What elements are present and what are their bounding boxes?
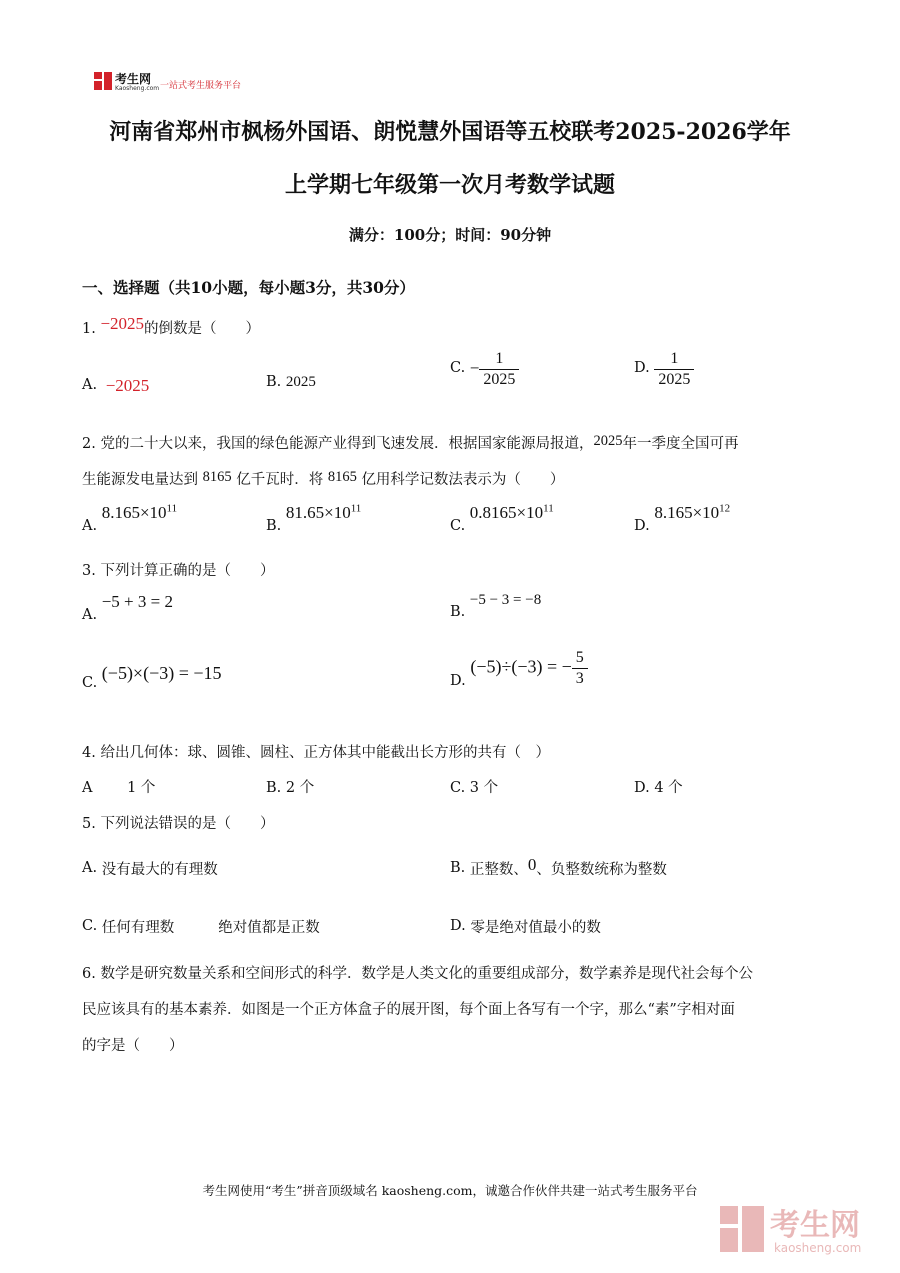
question-3: [82, 559, 274, 580]
option-value: 没有最大的有理数: [101, 862, 218, 878]
option-label: C.: [82, 675, 98, 691]
option-value: [102, 503, 177, 522]
option-value: (−5)÷(−3) = −: [470, 656, 572, 677]
option-value: −5 + 3 = 2: [101, 592, 173, 611]
option-value: (−5)×(−3) = −15: [101, 663, 222, 683]
base: 8.165×10: [654, 502, 720, 522]
option-label: D.: [450, 918, 466, 934]
minus-sign: −: [469, 358, 480, 378]
option-b: [266, 502, 362, 534]
section-heading: 一、选择题（共10小题，每小题3分，共30分）: [82, 278, 415, 297]
base: 81.65×10: [285, 502, 351, 522]
exam-title-line1: 河南省郑州市枫杨外国语、朗悦慧外国语等五校联考2025-2026学年: [109, 119, 791, 145]
option-value: 3 个: [469, 780, 499, 796]
option-a: [82, 502, 178, 534]
denominator: 2025: [479, 369, 519, 390]
option-value: [286, 503, 361, 522]
option-label: A: [82, 780, 93, 796]
option-b: [450, 592, 542, 620]
question-text: 的倒数是（ ）: [144, 321, 261, 337]
question-2-line1: [82, 432, 738, 453]
footer-text: 考生网使用“考生”拼音顶级域名 kaosheng.com，诚邀合作伙伴共建一站式考生服务平台: [202, 1183, 698, 1198]
option-label: B.: [450, 860, 466, 876]
option-c: [450, 349, 519, 390]
numerator: 5: [575, 649, 584, 666]
option-label: A.: [82, 517, 98, 534]
watermark-url: kaosheng.com: [774, 1241, 862, 1255]
option-d: [634, 349, 694, 390]
question-text: 下列计算正确的是（ ）: [100, 563, 275, 579]
option-value: 任何有理数: [101, 920, 175, 936]
option-label: C.: [450, 517, 466, 534]
option-a: [82, 776, 155, 797]
option-value: −2025: [105, 376, 150, 395]
watermark-logo-icon: [720, 1206, 764, 1252]
option-label: B.: [266, 517, 282, 534]
option-c: [450, 776, 498, 797]
fraction: [479, 349, 519, 390]
option-d: [450, 648, 588, 689]
option-label: C.: [450, 359, 466, 376]
option-value: 、负整数统称为整数: [536, 862, 667, 878]
question-text: 给出几何体：球、圆锥、圆柱、正方体其中能截出长方形的共有（ ）: [100, 745, 550, 761]
question-6-line3: 的字是（ ）: [82, 1038, 184, 1054]
watermark-text: 考生网: [770, 1208, 860, 1243]
option-a: [82, 592, 173, 623]
option-label: D.: [450, 672, 466, 689]
question-6-line2: 民应该具有的基本素养．如图是一个正方体盒子的展开图，每个面上各写有一个字，那么“素”字相对面: [82, 1002, 735, 1018]
option-label: D.: [634, 517, 650, 534]
option-value: [470, 503, 554, 522]
option-value: 1 个: [127, 780, 156, 796]
option-value: 绝对值都是正数: [218, 920, 320, 936]
question-text: 亿用科学记数法表示为（ ）: [361, 472, 565, 488]
option-d: [634, 776, 683, 797]
option-label: C.: [82, 918, 98, 934]
option-label: B.: [450, 604, 466, 620]
option-value: [654, 503, 730, 522]
option-value: 4 个: [654, 780, 683, 796]
option-b: [266, 374, 316, 391]
question-4: [82, 741, 550, 762]
exponent: 11: [543, 502, 554, 514]
numerator: 1: [495, 350, 504, 367]
option-label: A.: [82, 860, 98, 876]
number-value: 8165: [202, 469, 232, 485]
exponent: 11: [350, 502, 362, 514]
number-value: 2025: [593, 433, 623, 449]
option-value: 2 个: [285, 780, 315, 796]
exam-title-line2: 上学期七年级第一次月考数学试题: [284, 172, 615, 198]
exam-meta: 满分：100分；时间：90分钟: [348, 226, 552, 244]
header-slogan: 一站式考生服务平台: [160, 81, 242, 91]
logo-icon: [94, 72, 112, 90]
denominator: 3: [572, 668, 588, 689]
option-label: B.: [266, 780, 282, 796]
option-value: −5 − 3 = −8: [469, 592, 542, 608]
option-value: 正整数、: [469, 862, 528, 878]
number-value: 8165: [327, 469, 357, 485]
question-number: 4.: [82, 745, 96, 761]
question-5: [82, 812, 274, 833]
option-label: A.: [82, 607, 98, 623]
exponent: 12: [719, 502, 731, 514]
question-text: 生能源发电量达到: [82, 472, 198, 488]
zero-value: 0: [527, 855, 537, 874]
denominator: 2025: [654, 369, 694, 390]
question-text: 亿千瓦时．将: [236, 472, 324, 488]
option-value: 2025: [285, 374, 316, 390]
logo-text: 考生网: [115, 72, 152, 86]
option-label: C.: [450, 780, 466, 796]
option-label: D.: [634, 780, 650, 796]
option-label: B.: [266, 374, 282, 390]
question-number: 3.: [82, 563, 96, 579]
fraction: [654, 349, 694, 390]
question-text: 党的二十大以来，我国的绿色能源产业得到飞速发展．根据国家能源局报道，: [100, 436, 594, 452]
question-1: [82, 314, 261, 338]
numerator: 1: [670, 350, 679, 367]
option-a: [82, 858, 218, 879]
question-number: 2.: [82, 436, 96, 452]
option-c: [450, 502, 554, 534]
question-number: 5.: [82, 816, 96, 832]
math-expression: −2025: [100, 314, 145, 333]
option-b: [266, 776, 314, 797]
base: 8.165×10: [101, 502, 167, 522]
option-c: [82, 663, 222, 691]
logo-subtext: Kaosheng.com: [115, 85, 160, 92]
question-number: 6.: [82, 966, 96, 982]
question-text: 数学是研究数量关系和空间形式的科学．数学是人类文化的重要组成部分，数学素养是现代社会每个公: [100, 966, 753, 982]
option-c: [82, 916, 320, 937]
watermark: [720, 1200, 890, 1260]
base: 0.8165×10: [469, 502, 544, 522]
exponent: 11: [166, 502, 178, 514]
option-value: 零是绝对值最小的数: [470, 920, 601, 936]
option-d: [450, 916, 601, 937]
question-text: 下列说法错误的是（ ）: [100, 816, 275, 832]
question-text: 年一季度全国可再: [622, 436, 739, 452]
option-d: [634, 502, 731, 534]
option-b: [450, 855, 667, 879]
option-label: A.: [82, 377, 98, 393]
question-number: 1.: [82, 321, 96, 337]
option-label: D.: [634, 359, 650, 376]
question-2-line2: [82, 468, 564, 489]
question-6-line1: [82, 962, 753, 983]
option-a: [82, 374, 149, 394]
fraction: [572, 648, 588, 689]
